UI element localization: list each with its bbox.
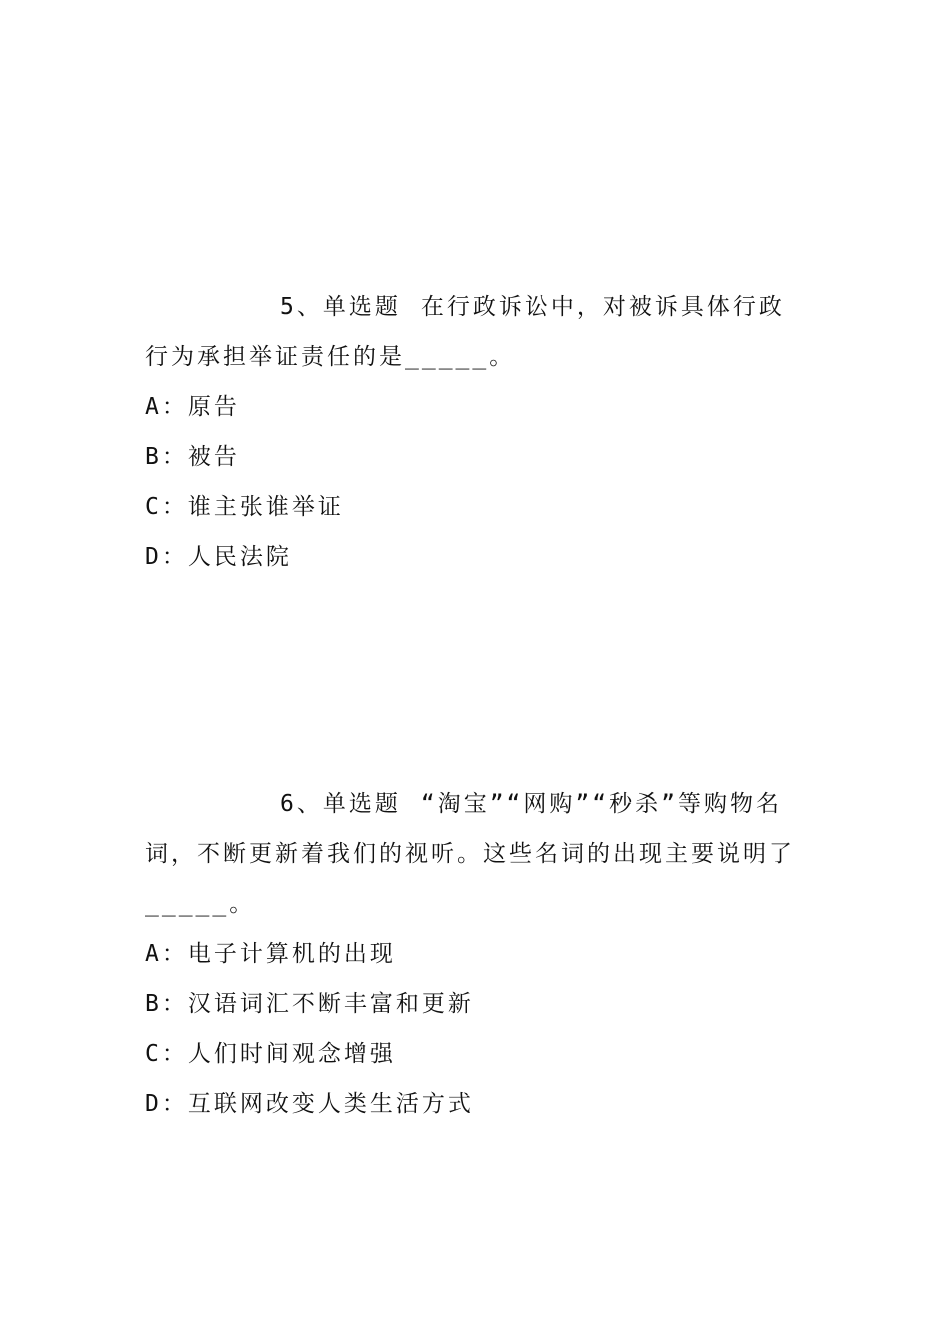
option-b: B：汉语词汇不断丰富和更新 bbox=[145, 991, 474, 1017]
question-text: “淘宝”“网购”“秒杀”等购物名词，不断更新着我们的视听。这些名词的出现主要说明了_____。 bbox=[145, 791, 795, 917]
question-stem bbox=[145, 282, 805, 382]
option-list bbox=[145, 382, 805, 582]
option-c: C：人们时间观念增强 bbox=[145, 1041, 396, 1067]
question-number-type: 5、单选题 bbox=[280, 294, 401, 320]
option-list bbox=[145, 929, 805, 1129]
option-c: C：谁主张谁举证 bbox=[145, 494, 344, 520]
question-5 bbox=[145, 282, 805, 582]
option-a: A：原告 bbox=[145, 394, 240, 420]
option-b: B：被告 bbox=[145, 444, 240, 470]
option-a: A：电子计算机的出现 bbox=[145, 941, 396, 967]
option-d: D：互联网改变人类生活方式 bbox=[145, 1091, 474, 1117]
question-stem bbox=[145, 779, 805, 929]
question-6 bbox=[145, 779, 805, 1129]
question-text: 在行政诉讼中，对被诉具体行政行为承担举证责任的是_____。 bbox=[145, 294, 785, 370]
option-d: D：人民法院 bbox=[145, 544, 292, 570]
question-number-type: 6、单选题 bbox=[280, 791, 401, 817]
